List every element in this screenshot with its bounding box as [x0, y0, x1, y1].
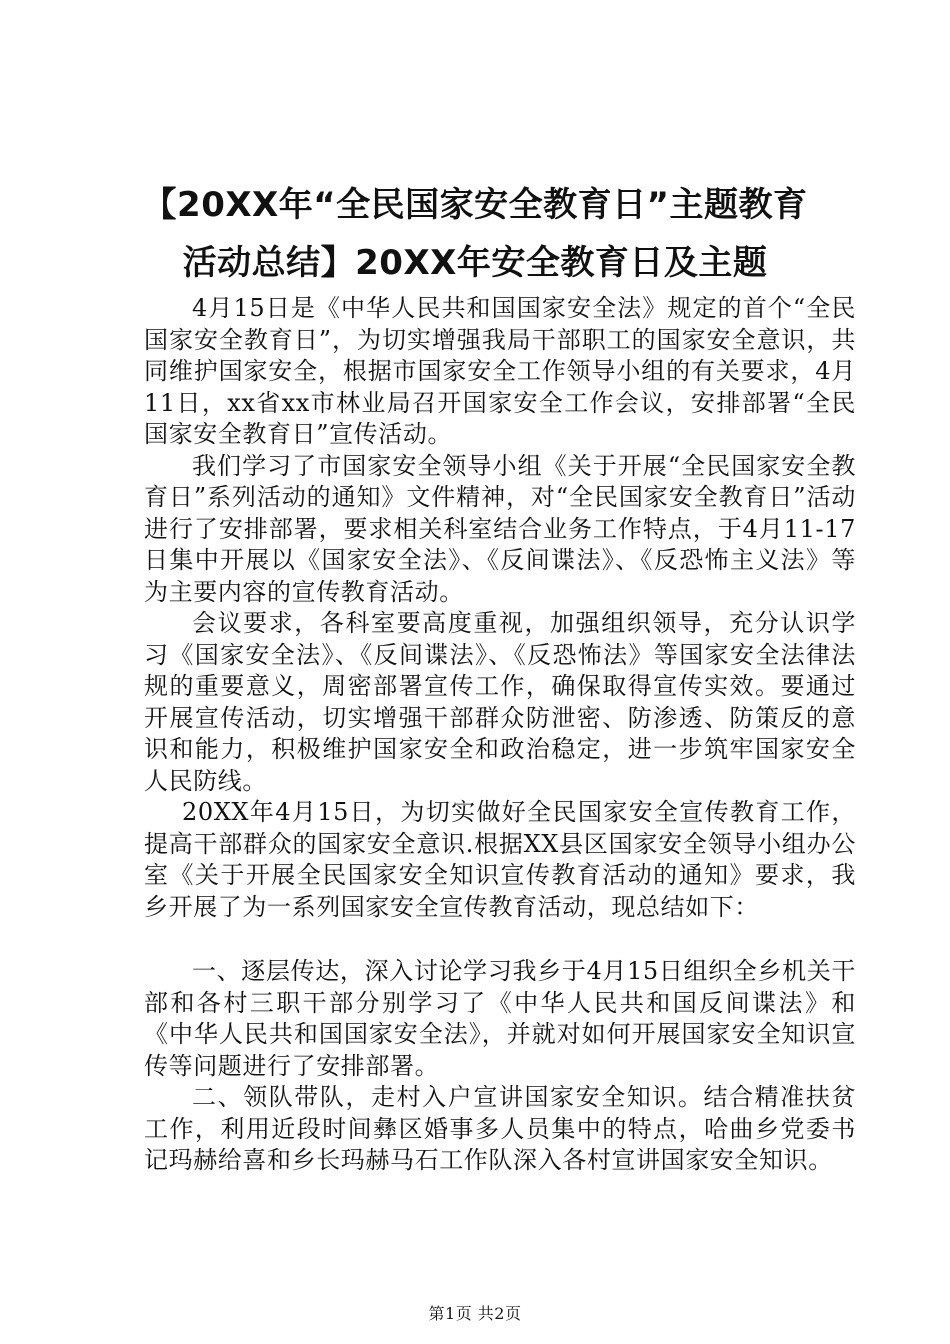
document-body — [144, 293, 856, 1177]
paragraph-6: 二、领队带队，走村入户宣讲国家安全知识。结合精准扶贫工作，利用近段时间彝区婚事多人员集中的特点，哈曲乡党委书记玛赫给喜和乡长玛赫马石工作队深入各村宣讲国家安全知识。 — [144, 1083, 856, 1174]
paragraph-4: 20XX年4月15日，为切实做好全民国家安全宣传教育工作，提高干部群众的国家安全意识.根据XX县区国家安全领导小组办公室《关于开展全民国家安全知识宣传教育活动的通知》要求，我乡开展了为一系列国家安全宣传教育活动，现总结如下： — [144, 798, 856, 921]
document-title — [100, 176, 850, 292]
paragraph-1: 4月15日是《中华人民共和国国家安全法》规定的首个“全民国家安全教育日”，为切实增强我局干部职工的国家安全意识，共同维护国家安全，根据市国家安全工作领导小组的有关要求，4月11日，xx省xx市林业局召开国家安全工作会议，安排部署“全民国家安全教育日”宣传活动。 — [144, 294, 856, 448]
paragraph-2: 我们学习了市国家安全领导小组《关于开展“全民国家安全教育日”系列活动的通知》文件精神，对“全民国家安全教育日”活动进行了安排部署，要求相关科室结合业务工作特点，于4月11-17日集中开展以《国家安全法》、《反间谍法》、《反恐怖主义法》等为主要内容的宣传教育活动。 — [144, 451, 856, 606]
paragraph-gap — [144, 923, 856, 956]
paragraph-3: 会议要求，各科室要高度重视，加强组织领导，充分认识学习《国家安全法》、《反间谍法》、《反恐怖法》等国家安全法律法规的重要意义，周密部署宣传工作，确保取得宣传实效。要通过开展宣传活动，切实增强干部群众防泄密、防渗透、防策反的意识和能力，积极维护国家安全和政治稳定，进一步筑牢国家安全人民防线。 — [144, 609, 856, 795]
page-footer: 第1页 共2页 — [428, 1304, 522, 1323]
paragraph-5: 一、逐层传达，深入讨论学习我乡于4月15日组织全乡机关干部和各村三职干部分别学习了《中华人民共和国反间谍法》和《中华人民共和国国家安全法》，并就对如何开展国家安全知识宣传等问题进行了安排部署。 — [144, 957, 856, 1080]
title-line-2: 活动总结】20XX年安全教育日及主题 — [182, 243, 768, 283]
title-line-1: 【20XX年“全民国家安全教育日”主题教育 — [142, 185, 808, 225]
